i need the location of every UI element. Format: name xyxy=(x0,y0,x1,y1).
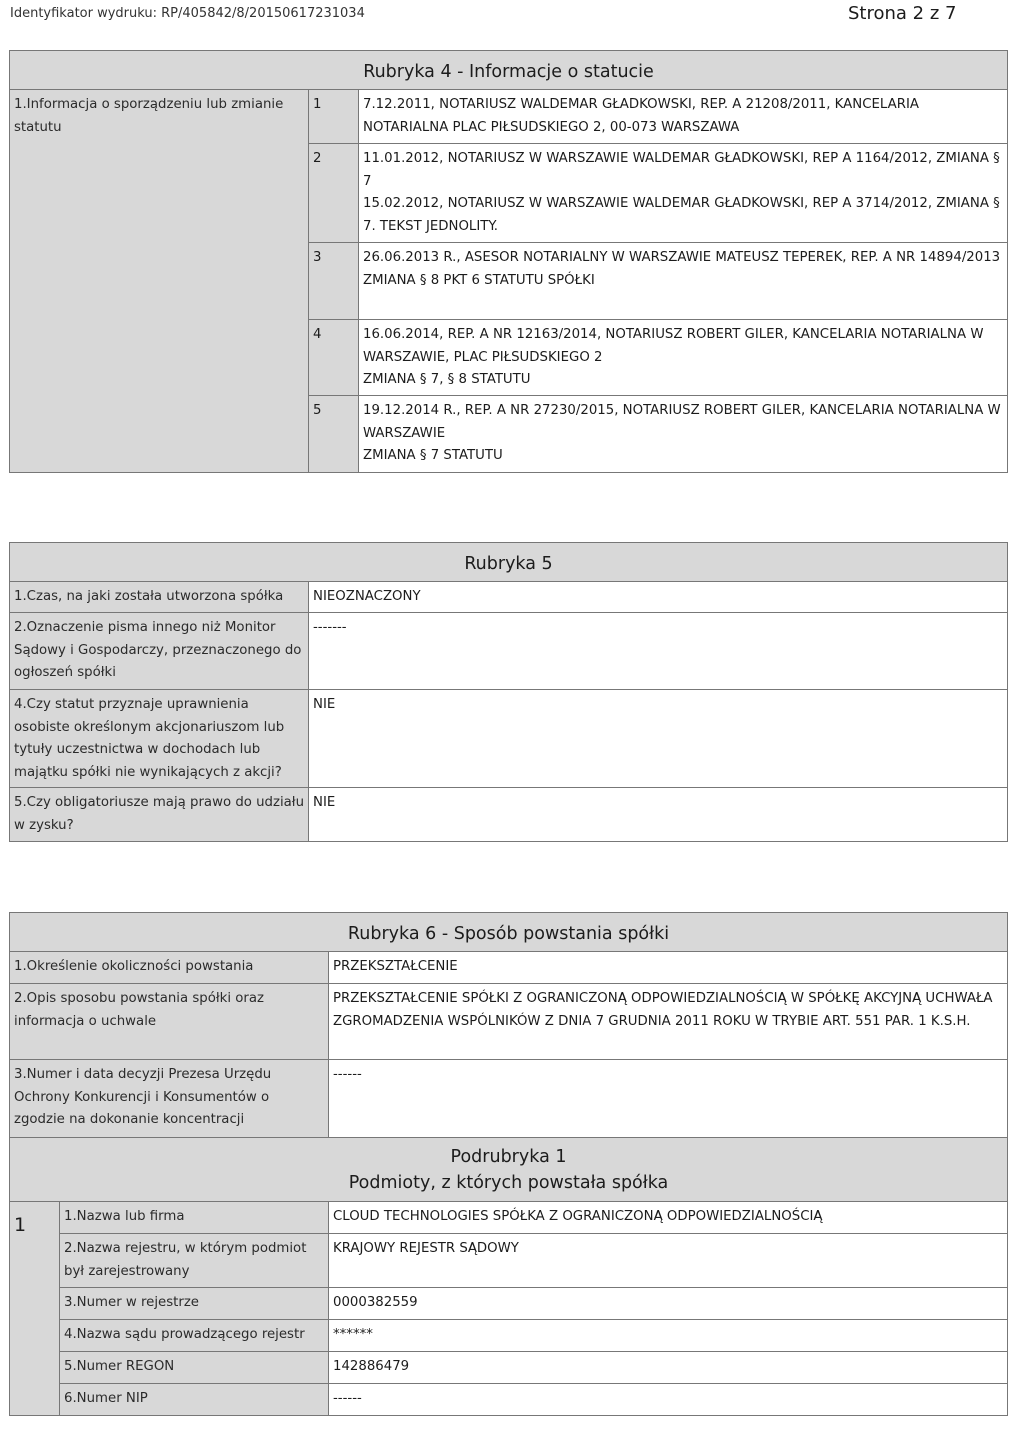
entry-value xyxy=(359,243,1008,320)
field-value: NIEOZNACZONY xyxy=(309,582,1008,613)
section-title: Rubryka 4 - Informacje o statucie xyxy=(10,51,1008,90)
entry-line: 15.02.2012, NOTARIUSZ W WARSZAWIE WALDEMAR GŁADKOWSKI, REP A 3714/2012, ZMIANA § 7. TEKST JEDNOLITY. xyxy=(363,196,1000,234)
field-value: ------- xyxy=(309,613,1008,690)
field-label: 2.Oznaczenie pisma innego niż Monitor Sądowy i Gospodarczy, przeznaczonego do ogłoszeń spółki xyxy=(10,613,309,690)
field-label: 1.Nazwa lub firma xyxy=(60,1202,329,1234)
entry-value xyxy=(359,320,1008,396)
entry-number: 2 xyxy=(309,144,359,243)
entry-number: 4 xyxy=(309,320,359,396)
field-label: 3.Numer i data decyzji Prezesa Urzędu Ochrony Konkurencji i Konsumentów o zgodzie na dokonanie koncentracji xyxy=(10,1060,329,1138)
field-value: KRAJOWY REJESTR SĄDOWY xyxy=(329,1234,1008,1288)
field-label: 6.Numer NIP xyxy=(60,1384,329,1416)
field-value: ****** xyxy=(329,1320,1008,1352)
field-label: 1.Czas, na jaki została utworzona spółka xyxy=(10,582,309,613)
entry-line: 7.12.2011, NOTARIUSZ WALDEMAR GŁADKOWSKI, REP. A 21208/2011, KANCELARIA NOTARIALNA PLAC PIŁSUDSKIEGO 2, 00-073 WARSZAWA xyxy=(363,97,919,135)
entry-line: 19.12.2014 R., REP. A NR 27230/2015, NOTARIUSZ ROBERT GILER, KANCELARIA NOTARIALNA W WARSZAWIE xyxy=(363,403,1001,441)
field-value: ------ xyxy=(329,1384,1008,1416)
entry-line: 26.06.2013 R., ASESOR NOTARIALNY W WARSZAWIE MATEUSZ TEPEREK, REP. A NR 14894/2013 xyxy=(363,250,1001,265)
field-label: 1.Określenie okoliczności powstania xyxy=(10,952,329,984)
entry-value xyxy=(359,144,1008,243)
subsection-title-line: Podrubryka 1 xyxy=(450,1147,567,1167)
entity-number: 1 xyxy=(10,1202,60,1416)
print-identifier: Identyfikator wydruku: RP/405842/8/20150617231034 xyxy=(10,6,365,21)
entry-value xyxy=(359,90,1008,144)
field-value: ------ xyxy=(329,1060,1008,1138)
field-label: 1.Informacja o sporządzeniu lub zmianie statutu xyxy=(10,90,309,473)
subsection-title xyxy=(10,1138,1008,1202)
entry-line: ZMIANA § 7, § 8 STATUTU xyxy=(363,372,531,387)
entry-line: 11.01.2012, NOTARIUSZ W WARSZAWIE WALDEMAR GŁADKOWSKI, REP A 1164/2012, ZMIANA § 7 xyxy=(363,151,1000,189)
field-label: 2.Opis sposobu powstania spółki oraz informacja o uchwale xyxy=(10,984,329,1060)
entry-number: 3 xyxy=(309,243,359,320)
entry-number: 1 xyxy=(309,90,359,144)
entry-line: ZMIANA § 7 STATUTU xyxy=(363,448,503,463)
field-value: NIE xyxy=(309,690,1008,788)
entry-line: ZMIANA § 8 PKT 6 STATUTU SPÓŁKI xyxy=(363,272,595,288)
field-label: 2.Nazwa rejestru, w którym podmiot był zarejestrowany xyxy=(60,1234,329,1288)
field-value: PRZEKSZTAŁCENIE SPÓŁKI Z OGRANICZONĄ ODPOWIEDZIALNOŚCIĄ W SPÓŁKĘ AKCYJNĄ UCHWAŁA ZGROMADZENIA WSPÓLNIKÓW Z DNIA 7 GRUDNIA 2011 ROKU W TRYBIE ART. 551 PAR. 1 K.S.H. xyxy=(329,984,1008,1060)
entry-line: 16.06.2014, REP. A NR 12163/2014, NOTARIUSZ ROBERT GILER, KANCELARIA NOTARIALNA W WARSZAWIE, PLAC PIŁSUDSKIEGO 2 xyxy=(363,327,984,365)
page-number: Strona 2 z 7 xyxy=(848,3,957,24)
section-title: Rubryka 5 xyxy=(10,543,1008,582)
field-label: 3.Numer w rejestrze xyxy=(60,1288,329,1320)
field-value: 0000382559 xyxy=(329,1288,1008,1320)
field-label: 4.Czy statut przyznaje uprawnienia osobiste określonym akcjonariuszom lub tytuły uczestnictwa w dochodach lub majątku spółki nie wynikających z akcji? xyxy=(10,690,309,788)
section-rubryka-6 xyxy=(9,912,1008,1416)
field-label: 5.Numer REGON xyxy=(60,1352,329,1384)
field-value: NIE xyxy=(309,788,1008,842)
entry-value xyxy=(359,396,1008,473)
field-value: 142886479 xyxy=(329,1352,1008,1384)
section-title: Rubryka 6 - Sposób powstania spółki xyxy=(10,913,1008,952)
section-rubryka-4 xyxy=(9,50,1008,473)
field-value: CLOUD TECHNOLOGIES SPÓŁKA Z OGRANICZONĄ ODPOWIEDZIALNOŚCIĄ xyxy=(329,1202,1008,1234)
section-rubryka-5 xyxy=(9,542,1008,842)
field-value: PRZEKSZTAŁCENIE xyxy=(329,952,1008,984)
field-label: 4.Nazwa sądu prowadzącego rejestr xyxy=(60,1320,329,1352)
subsection-title-line: Podmioty, z których powstała spółka xyxy=(348,1173,669,1193)
field-label: 5.Czy obligatoriusze mają prawo do udziału w zysku? xyxy=(10,788,309,842)
entry-number: 5 xyxy=(309,396,359,473)
